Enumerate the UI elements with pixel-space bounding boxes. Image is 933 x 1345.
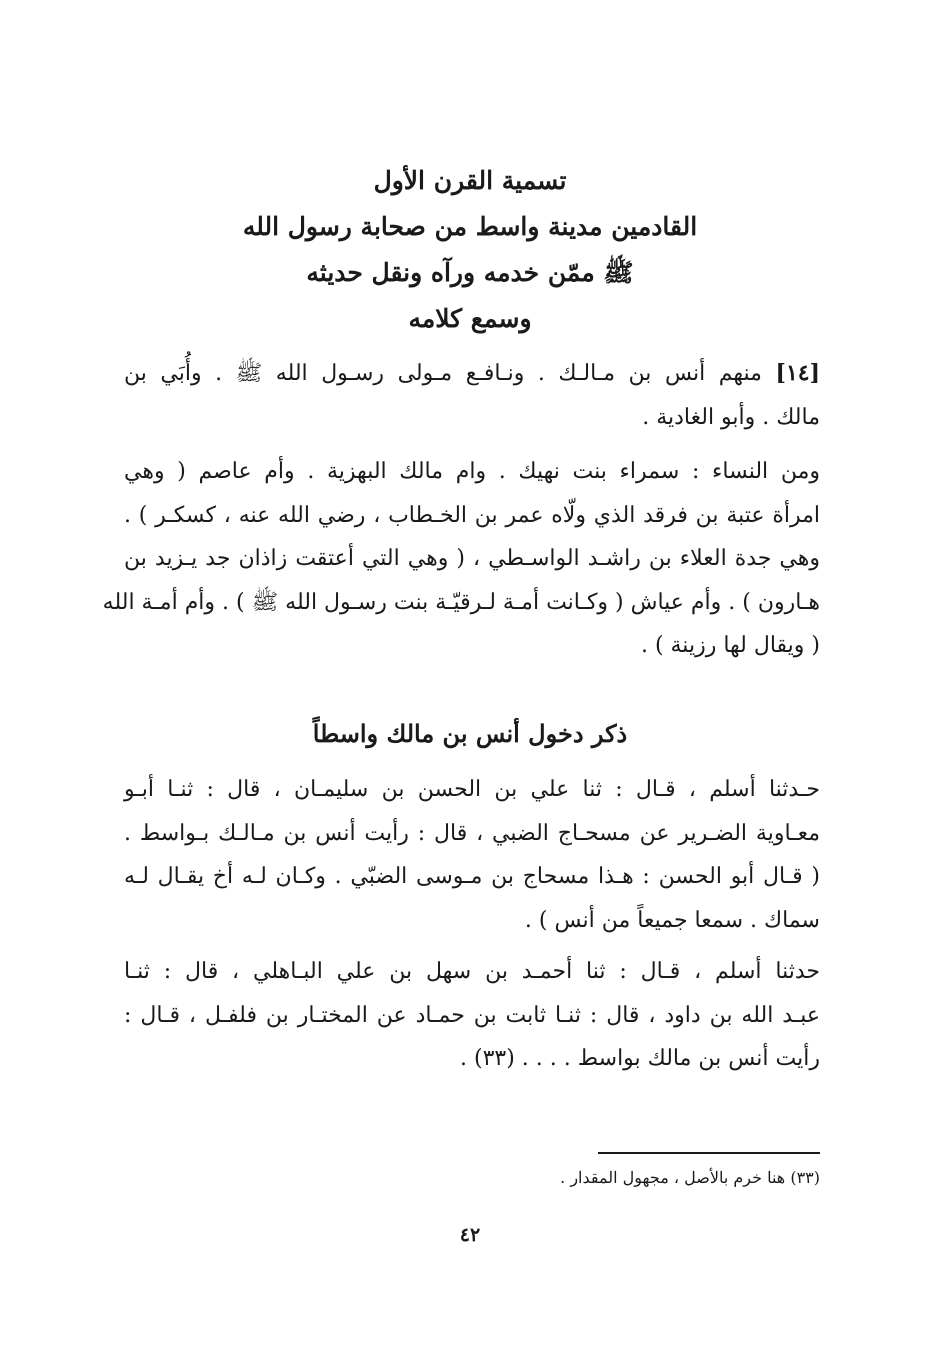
section-title: ذكر دخول أنس بن مالك واسطاً [312,719,628,748]
paragraph-line: عبـد الله بن داود ، قال : ثنـا ثابت بن حمـاد عن المختـار بن فلفـل ، قـال : [124,1002,820,1028]
paragraph-women [102,450,820,668]
paragraph-line: امرأة عتبة بن فرقد الذي ولّاه عمر بن الخـطاب ، رضي الله عنه ، كسكـر ) . [124,502,820,528]
heading-line-3: ﷺ ممّن خدمه ورآه ونقل حديثه [306,258,634,287]
paragraph-entry-14 [124,352,820,439]
paragraph-line [124,352,820,396]
paragraph-line: سماك . سمعا جميعاً من أنس ) . [524,907,820,933]
footnote-divider [598,1152,820,1154]
heading-line-1: تسمية القرن الأول [373,166,567,195]
paragraph-line: ( ويقال لها رزينة ) . [640,633,820,658]
paragraph-line-text: منهم أنس بن مـالـك . ونـافـع مـولى رسـول الله ﷺ . وأُبَي بن [124,361,762,386]
paragraph-narration-1 [124,768,820,942]
heading-line-4: وسمع كلامه [408,304,532,333]
paragraph-narration-2 [124,950,820,1081]
entry-number: [١٤] [775,360,820,386]
paragraph-line: وهي جدة العلاء بن راشـد الواسـطي ، ( وهي التي أعتقت زاذان جد يـزيد بن [124,546,820,571]
heading-line-2: القادمين مدينة واسط من صحابة رسول الله [242,212,698,241]
paragraph-line: هـارون ) . وأم عياش ( وكـانت أمـة لـرقيّـة بنت رسـول الله ﷺ ) . وأم أمـة الله [102,589,820,615]
paragraph-line: ( قـال أبو الحسن : هـذا مسحاج بن مـوسى الضبّي . وكـان لـه أخ يقـال لـه [124,864,820,889]
paragraph-line: حدثنا أسلم ، قـال : ثنا أحمـد بن سهل بن علي البـاهلي ، قال : ثنـا [124,959,820,984]
paragraph-line: رأيت أنس بن مالك بواسط . . . . (٣٣) . [460,1046,820,1071]
paragraph-line: حـدثنا أسلم ، قـال : ثنا علي بن الحسن بن سليمـان ، قال : ثنـا أبـو [124,777,820,802]
chapter-heading [120,158,820,342]
footnote: (٣٣) هنا خرم بالأصل ، مجهول المقدار . [560,1168,820,1187]
paragraph-line: معـاوية الضـرير عن مسحـاج الضبي ، قال : رأيت أنس بن مـالـك بـواسط . [124,820,820,846]
paragraph-line: مالك . وأبو الغادية . [642,404,820,430]
page-number: ٤٢ [459,1224,481,1246]
paragraph-line: ومن النساء : سمراء بنت نهيك . وام مالك البهزية . وأم عاصم ( وهي [124,459,820,484]
